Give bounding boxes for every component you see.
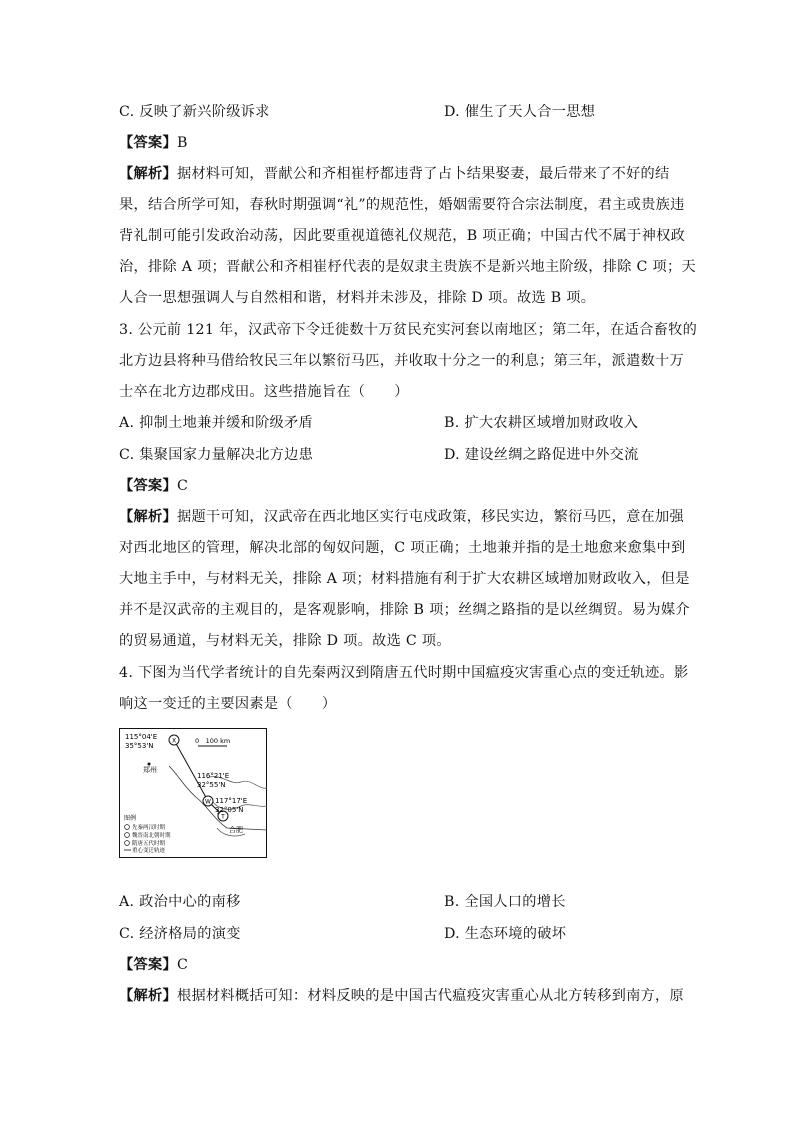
q2-option-c: C. 反映了新兴阶级诉求 [119,104,270,120]
coord1-lon: 115°04'E [125,733,158,741]
city-hefei: 合肥 [229,826,243,834]
city-dot [148,763,151,766]
epidemic-shift-map [119,728,267,858]
legend-title: 图例 [124,815,137,822]
legend-item: 先秦两汉时期 [132,825,166,831]
coord3-lat: 32°05'N [215,806,244,814]
coord2-lat: 32°55'N [197,781,226,789]
legend-marker [125,841,130,846]
q4-stem-line: 响这一变迁的主要因素是（ ） [119,696,337,712]
q2-analysis-line: 人合一思想强调人与自然相和谐，材料并未涉及，排除 D 项。故选 B 项。 [119,290,596,306]
coord3-lon: 117°17'E [215,797,248,805]
q2-analysis-line: 果，结合所学可知，春秋时期强调“礼”的规范性，婚姻需要符合宗法制度，君主或贵族违 [119,197,685,213]
coord2-lon: 116°21'E [197,772,230,780]
legend-marker [125,825,130,830]
point-label: X [171,737,177,745]
coord1-lat: 35°53'N [125,742,154,750]
legend-item: 重心变迁轨迹 [132,848,166,854]
q2-answer [119,133,188,153]
q3-stem-line: 北方边县将种马借给牧民三年以繁衍马匹，并收取十分之一的利息；第三年，派遣数十万 [119,353,685,369]
answer-value: B [176,135,188,151]
q2-analysis-line: 治，排除 A 项；晋献公和齐相崔杼代表的是奴隶主贵族不是新兴地主阶级，排除 C 项；天 [119,259,696,275]
q3-analysis-line: 对西北地区的管理，解决北部的匈奴问题，C 项正确；土地兼并指的是土地愈来愈集中到 [119,540,686,556]
q3-analysis-line: 的贸易通道，与材料无关，排除 D 项。故选 C 项。 [119,633,451,649]
point-label: W [205,798,211,806]
legend-item: 隋唐五代时期 [132,841,166,847]
q3-answer [119,476,188,496]
q4-analysis-line [119,986,684,1006]
answer-value: C [176,478,189,494]
q3-analysis-line: 并不是汉武帝的主观目的，是客观影响，排除 B 项；丝绸之路指的是以丝绸贸。易为媒介 [119,602,690,618]
legend-item: 魏晋南北朝时期 [132,833,171,839]
q3-stem-line: 士卒在北方边郡戍田。这些措施旨在（ ） [119,384,409,400]
q4-answer [119,955,188,975]
analysis-tag: 【解析】 [119,166,177,182]
answer-tag: 【答案】 [119,957,177,973]
q3-option-b: B. 扩大农耕区域增加财政收入 [444,415,639,431]
q4-option-b: B. 全国人口的增长 [444,894,566,910]
q3-stem-line: 3. 公元前 121 年，汉武帝下令迁徙数十万贫民充实河套以南地区；第二年，在适合畜牧的 [119,322,698,338]
point-label: T [221,813,225,821]
q4-option-d: D. 生态环境的破坏 [444,926,567,942]
scale-label: 0 100 km [195,737,231,745]
analysis-tag: 【解析】 [119,509,177,525]
legend-marker [125,833,130,838]
q3-option-c: C. 集聚国家力量解决北方边患 [119,447,314,463]
q3-option-d: D. 建设丝绸之路促进中外交流 [444,447,639,463]
analysis-text: 根据材料概括可知：材料反映的是中国古代瘟疫灾害重心从北方转移到南方，原 [176,988,685,1004]
q2-analysis-line [119,164,670,184]
analysis-tag: 【解析】 [119,988,177,1004]
q3-analysis-line [119,507,684,527]
q4-option-c: C. 经济格局的演变 [119,926,241,942]
q4-stem-line: 4. 下图为当代学者统计的自先秦两汉到隋唐五代时期中国瘟疫灾害重心点的变迁轨迹。影 [119,665,689,681]
answer-tag: 【答案】 [119,135,177,151]
q3-option-a: A. 抑制土地兼并缓和阶级矛盾 [119,415,314,431]
q2-analysis-line: 背礼制可能引发政治动荡，因此要重视道德礼仪规范，B 项正确；中国古代不属于神权政 [119,228,686,244]
answer-tag: 【答案】 [119,478,177,494]
analysis-text: 据材料可知，晋献公和齐相崔杼都违背了占卜结果娶妻，最后带来了不好的结 [176,166,670,182]
q3-analysis-line: 大地主手中，与材料无关，排除 A 项；材料措施有利于扩大农耕区域增加财政收入，但是 [119,571,690,587]
q4-option-a: A. 政治中心的南移 [119,894,241,910]
q2-option-d: D. 催生了天人合一思想 [444,104,596,120]
analysis-text: 据题干可知，汉武帝在西北地区实行屯戍政策，移民实边，繁衍马匹，意在加强 [176,509,685,525]
city-zhengzhou: 郑州 [143,766,157,774]
answer-value: C [176,957,189,973]
